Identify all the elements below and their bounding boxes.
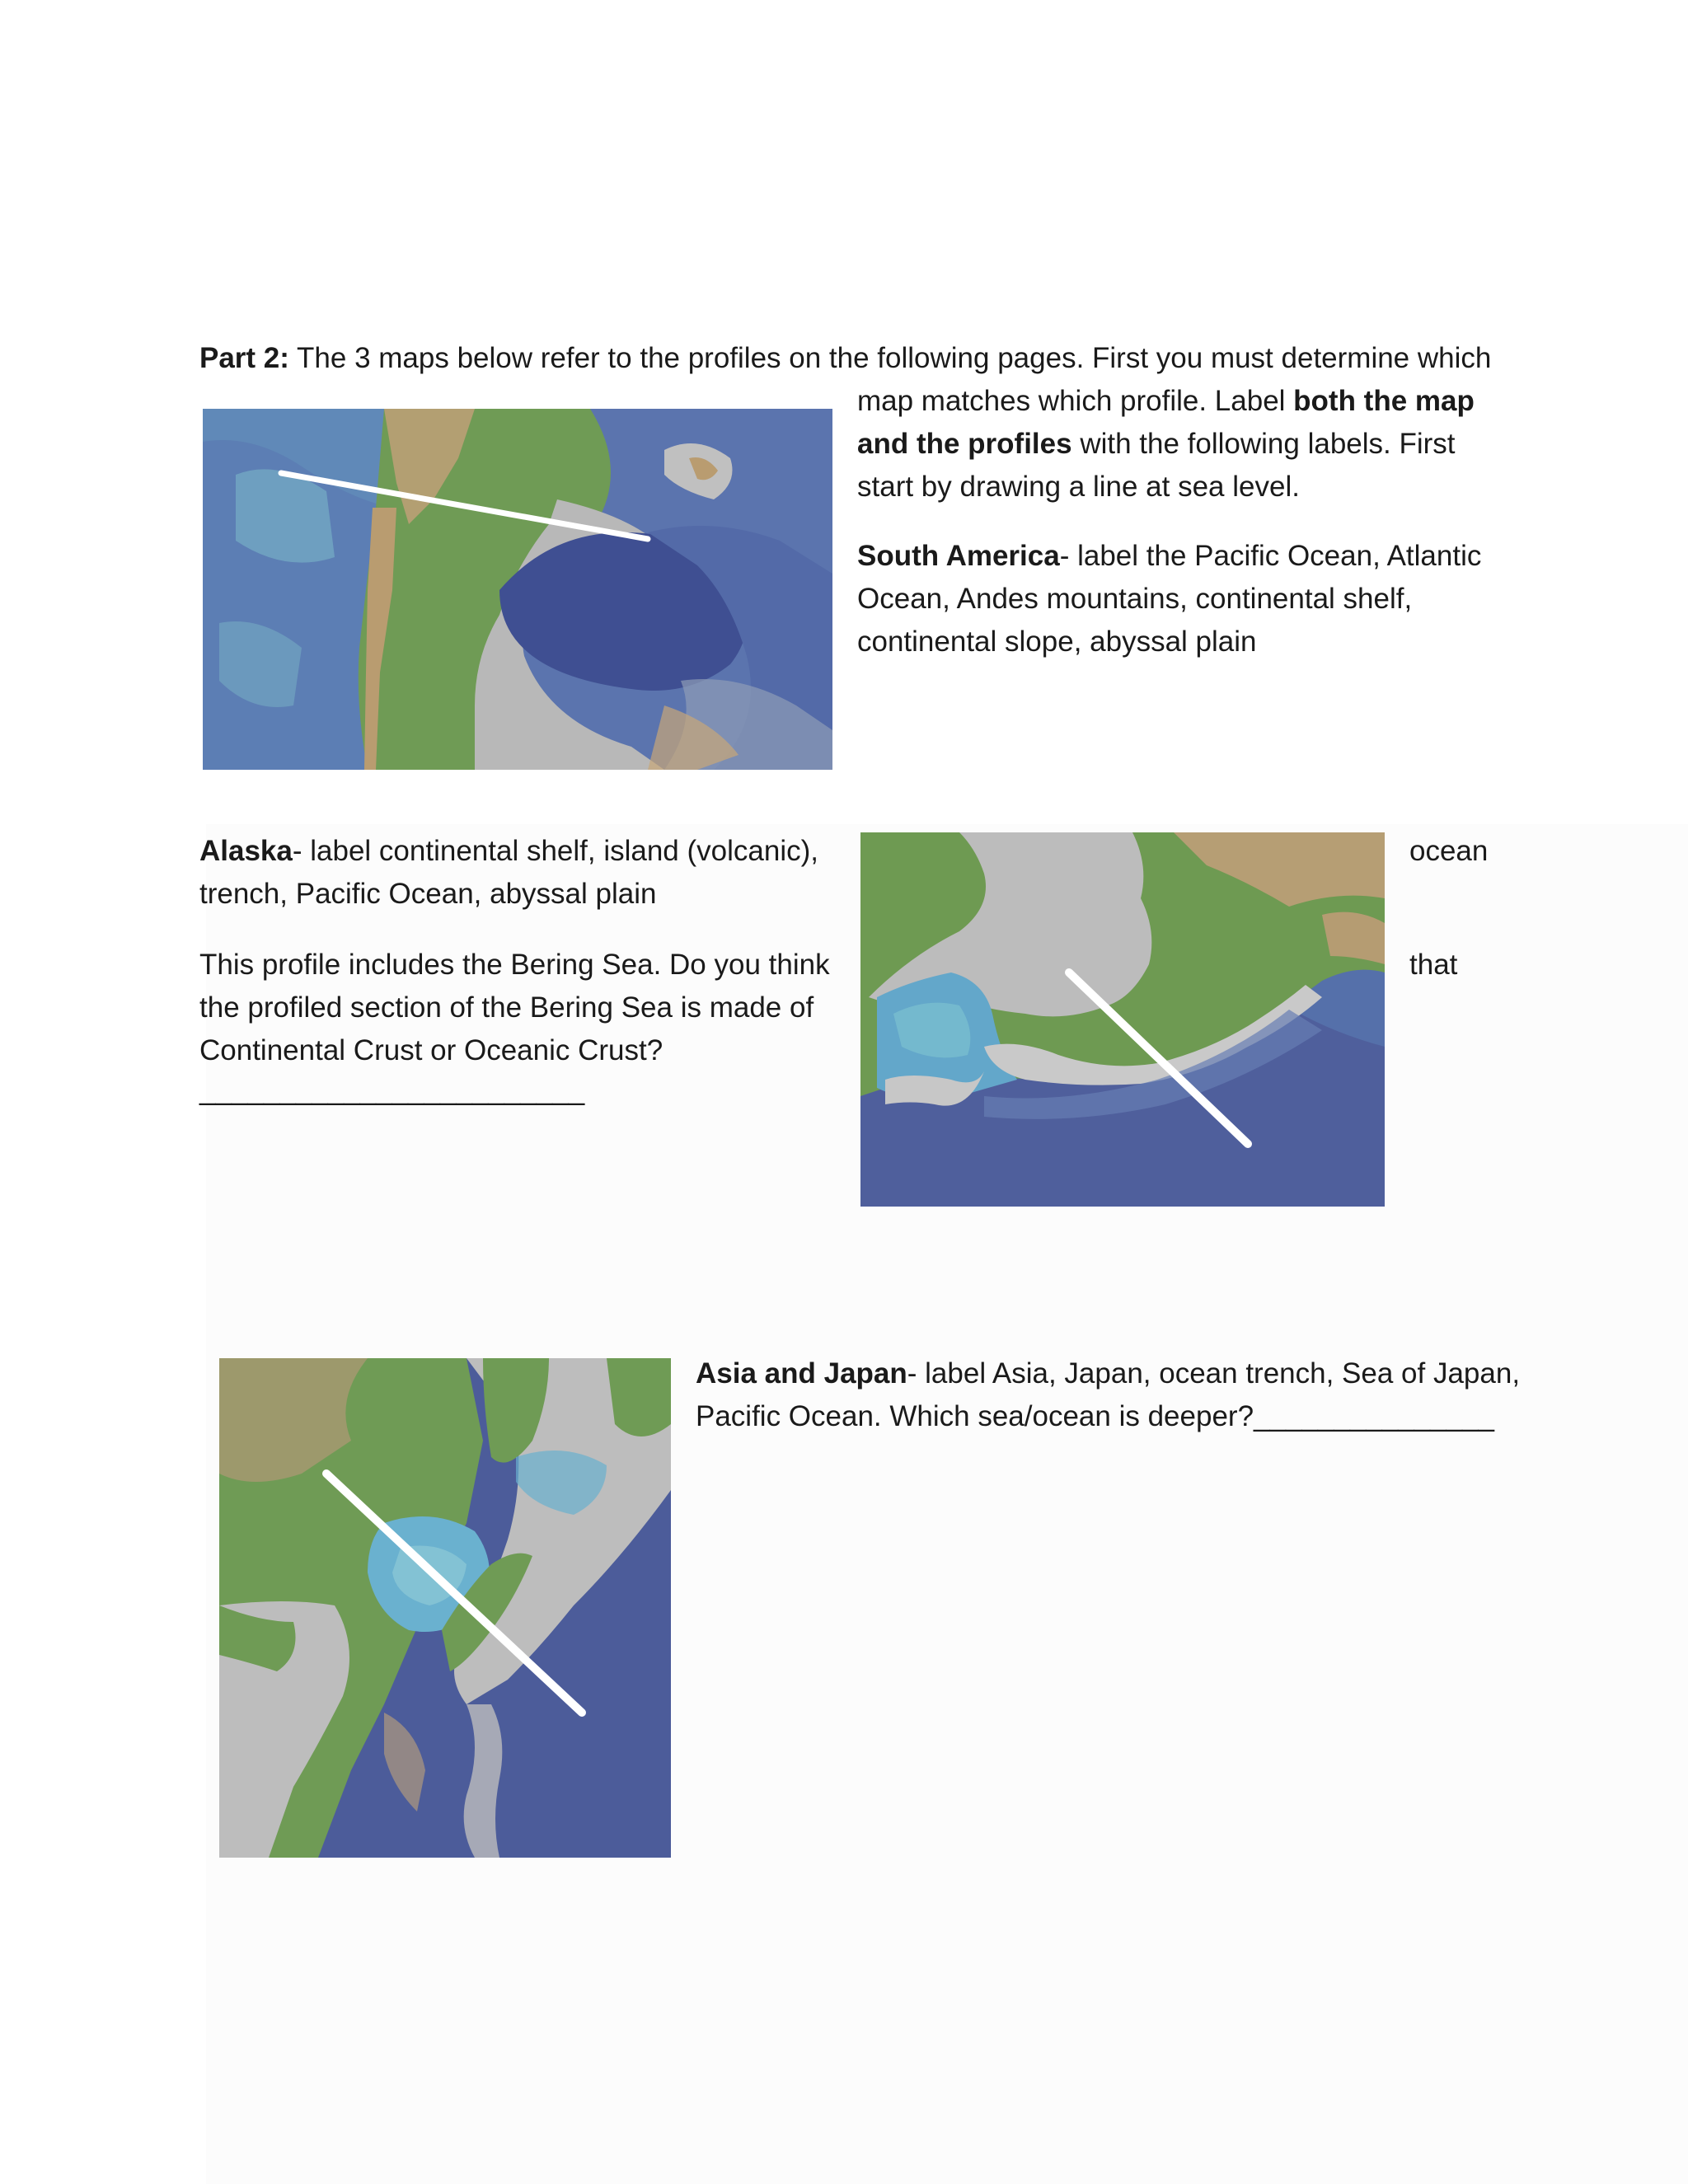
south-america-title: South America	[857, 540, 1060, 572]
asia-japan-line1	[696, 1352, 1520, 1395]
asia-japan-map-image	[219, 1358, 671, 1858]
alaska-right-word-ocean: ocean	[1409, 835, 1489, 867]
alaska-answer-blank[interactable]: ________________________	[199, 1074, 585, 1106]
asia-japan-line2[interactable]: Pacific Ocean. Which sea/ocean is deeper?_______________	[696, 1400, 1495, 1432]
alaska-title: Alaska	[199, 835, 293, 867]
south-america-map	[203, 409, 832, 770]
part2-intro-bold-profiles: and the profiles	[857, 428, 1072, 460]
alaska-text1: - label continental shelf, island (volcanic),	[292, 835, 818, 867]
part2-label: Part 2:	[199, 342, 289, 374]
asia-japan-map	[219, 1358, 671, 1858]
part2-intro-line2	[857, 380, 1475, 423]
alaska-question-line1: This profile includes the Bering Sea. Do you think	[199, 949, 830, 981]
alaska-question-line2: the profiled section of the Bering Sea is made of	[199, 991, 814, 1024]
south-america-line3: continental slope, abyssal plain	[857, 626, 1257, 658]
south-america-text1: - label the Pacific Ocean, Atlantic	[1059, 540, 1482, 572]
alaska-right-word-that: that	[1409, 949, 1458, 981]
part2-intro-text: The 3 maps below refer to the profiles on the following pages. First you must determine which	[297, 342, 1492, 374]
south-america-map-image	[203, 409, 832, 770]
alaska-map	[860, 832, 1385, 1207]
asia-japan-text1: - label Asia, Japan, ocean trench, Sea of Japan,	[907, 1357, 1521, 1390]
part2-intro-bold-map: both the map	[1293, 385, 1475, 417]
alaska-question-line3: Continental Crust or Oceanic Crust?	[199, 1034, 663, 1066]
alaska-line1	[199, 830, 818, 873]
asia-japan-title: Asia and Japan	[696, 1357, 907, 1390]
alaska-line2: trench, Pacific Ocean, abyssal plain	[199, 878, 657, 910]
south-america-line2: Ocean, Andes mountains, continental shelf,	[857, 583, 1413, 615]
part2-intro-line1	[199, 337, 1491, 380]
part2-intro-line2-text: map matches which profile. Label	[857, 385, 1294, 417]
part2-intro-line4: start by drawing a line at sea level.	[857, 471, 1300, 503]
part2-intro-line3	[857, 423, 1456, 466]
part2-intro-line3-text: with the following labels. First	[1071, 428, 1456, 460]
alaska-map-image	[860, 832, 1385, 1207]
south-america-line1	[857, 535, 1481, 578]
